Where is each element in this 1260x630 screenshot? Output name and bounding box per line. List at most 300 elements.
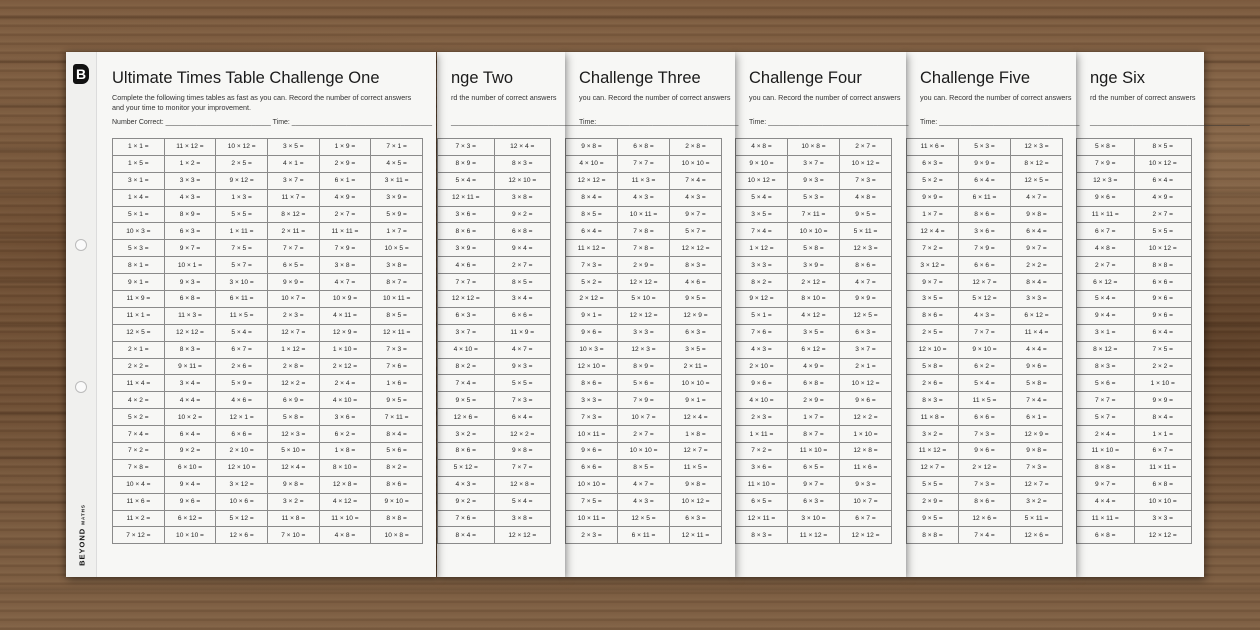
table-row — [566, 476, 722, 493]
question-cell: 7 × 4 = — [736, 223, 788, 240]
question-cell: 4 × 1 = — [267, 155, 319, 172]
question-cell: 9 × 5 = — [670, 291, 722, 308]
table-row — [438, 358, 551, 375]
table-row — [113, 375, 423, 392]
question-cell: 3 × 5 = — [670, 341, 722, 358]
question-cell: 12 × 11 = — [670, 527, 722, 544]
question-cell: 9 × 9 = — [959, 155, 1011, 172]
question-cell: 12 × 7 = — [1011, 476, 1063, 493]
question-cell: 11 × 12 = — [566, 240, 618, 257]
table-row — [113, 223, 423, 240]
question-cell: 6 × 6 = — [216, 426, 268, 443]
question-cell: 4 × 8 = — [840, 189, 892, 206]
question-cell: 12 × 12 = — [1134, 527, 1192, 544]
question-cell: 7 × 2 = — [907, 240, 959, 257]
table-row — [736, 493, 892, 510]
question-cell: 12 × 6 = — [1011, 527, 1063, 544]
question-cell: 5 × 1 = — [736, 307, 788, 324]
question-cell: 7 × 2 = — [113, 443, 165, 460]
instructions: rd the number of correct answers — [451, 93, 557, 102]
question-cell: 4 × 2 = — [113, 392, 165, 409]
question-cell: 5 × 6 = — [371, 443, 423, 460]
question-cell: 4 × 8 = — [736, 139, 788, 156]
question-cell: 9 × 8 = — [566, 139, 618, 156]
table-row — [1077, 459, 1192, 476]
question-cell: 2 × 4 = — [1077, 426, 1135, 443]
question-cell: 4 × 6 = — [670, 274, 722, 291]
question-cell: 10 × 10 = — [618, 443, 670, 460]
question-cell: 5 × 6 = — [618, 375, 670, 392]
table-row — [1077, 172, 1192, 189]
question-cell: 6 × 11 = — [618, 527, 670, 544]
question-cell: 9 × 6 = — [566, 443, 618, 460]
question-cell: 9 × 5 = — [438, 392, 495, 409]
question-cell: 1 × 9 = — [319, 139, 371, 156]
table-row — [1077, 155, 1192, 172]
question-cell: 4 × 10 = — [566, 155, 618, 172]
question-cell: 7 × 6 = — [736, 324, 788, 341]
question-cell: 10 × 8 = — [788, 139, 840, 156]
worksheet-five — [906, 52, 1080, 577]
question-cell: 1 × 1 = — [1134, 426, 1192, 443]
question-cell: 3 × 11 = — [371, 172, 423, 189]
table-row — [566, 392, 722, 409]
question-cell: 4 × 6 = — [438, 257, 495, 274]
question-cell: 12 × 4 = — [670, 409, 722, 426]
table-row — [438, 206, 551, 223]
table-row — [566, 493, 722, 510]
question-cell: 7 × 8 = — [618, 240, 670, 257]
table-row — [438, 307, 551, 324]
question-cell: 3 × 9 = — [788, 257, 840, 274]
question-cell: 4 × 3 = — [164, 189, 216, 206]
question-cell: 5 × 8 = — [1011, 375, 1063, 392]
table-row — [438, 443, 551, 460]
question-cell: 4 × 9 = — [319, 189, 371, 206]
question-cell: 9 × 2 = — [494, 206, 551, 223]
table-row — [736, 409, 892, 426]
question-cell: 6 × 5 = — [267, 257, 319, 274]
question-cell: 2 × 2 = — [1011, 257, 1063, 274]
question-cell: 12 × 9 = — [1011, 426, 1063, 443]
question-cell: 5 × 8 = — [788, 240, 840, 257]
question-cell: 9 × 5 = — [907, 510, 959, 527]
question-cell: 12 × 5 = — [618, 510, 670, 527]
worksheet-title: nge Two — [451, 69, 514, 87]
question-cell: 1 × 3 = — [216, 189, 268, 206]
table-row — [566, 307, 722, 324]
table-row — [113, 324, 423, 341]
table-row — [438, 392, 551, 409]
question-cell: 9 × 12 = — [736, 291, 788, 308]
question-cell: 4 × 10 = — [319, 392, 371, 409]
table-row — [566, 291, 722, 308]
question-cell: 1 × 12 = — [736, 240, 788, 257]
question-cell: 2 × 12 = — [566, 291, 618, 308]
question-cell: 1 × 10 = — [840, 426, 892, 443]
question-cell: 2 × 6 = — [216, 358, 268, 375]
question-cell: 5 × 7 = — [216, 257, 268, 274]
question-cell: 10 × 10 = — [788, 223, 840, 240]
worksheet-title: Challenge Three — [579, 69, 701, 87]
question-cell: 9 × 6 = — [736, 375, 788, 392]
question-cell: 10 × 11 = — [371, 291, 423, 308]
table-row — [566, 341, 722, 358]
question-cell: 3 × 7 = — [840, 341, 892, 358]
question-cell: 6 × 7 = — [840, 510, 892, 527]
punch-hole-icon — [75, 381, 87, 393]
question-cell: 12 × 11 = — [438, 189, 495, 206]
question-cell: 1 × 2 = — [164, 155, 216, 172]
table-row — [907, 139, 1063, 156]
question-cell: 12 × 2 = — [494, 426, 551, 443]
question-cell: 1 × 8 = — [670, 426, 722, 443]
question-cell: 12 × 3 = — [618, 341, 670, 358]
question-cell: 12 × 10 = — [216, 459, 268, 476]
table-row — [566, 223, 722, 240]
question-cell: 2 × 8 = — [267, 358, 319, 375]
question-cell: 10 × 10 = — [670, 155, 722, 172]
question-cell: 3 × 4 = — [494, 291, 551, 308]
question-cell: 7 × 4 = — [438, 375, 495, 392]
question-cell: 3 × 8 = — [494, 189, 551, 206]
question-cell: 10 × 7 = — [840, 493, 892, 510]
question-cell: 6 × 4 = — [1134, 172, 1192, 189]
table-row — [1077, 240, 1192, 257]
instructions-line-1: Complete the following times tables as fast as you can. Record the number of correct answers — [112, 93, 412, 102]
question-cell: 8 × 4 = — [438, 527, 495, 544]
question-cell: 8 × 8 = — [371, 510, 423, 527]
question-cell: 9 × 9 = — [840, 291, 892, 308]
time-field: Time: ____________________________________ — [920, 119, 1080, 126]
question-cell: 9 × 8 = — [1011, 206, 1063, 223]
table-row — [566, 510, 722, 527]
question-cell: 9 × 3 = — [788, 172, 840, 189]
table-row — [1077, 510, 1192, 527]
table-row — [566, 324, 722, 341]
question-cell: 6 × 3 = — [788, 493, 840, 510]
question-cell: 2 × 3 = — [736, 409, 788, 426]
question-cell: 11 × 9 = — [113, 291, 165, 308]
question-cell: 12 × 7 = — [907, 459, 959, 476]
question-cell: 6 × 3 = — [670, 324, 722, 341]
question-cell: 7 × 7 = — [1077, 392, 1135, 409]
question-cell: 1 × 5 = — [113, 155, 165, 172]
question-cell: 7 × 11 = — [371, 409, 423, 426]
question-cell: 5 × 3 = — [113, 240, 165, 257]
table-row — [1077, 527, 1192, 544]
table-row — [736, 206, 892, 223]
question-cell: 10 × 12 = — [736, 172, 788, 189]
table-row — [438, 510, 551, 527]
table-row — [736, 240, 892, 257]
number-correct-field: Number Correct: ___________________________ — [112, 119, 271, 126]
question-cell: 9 × 3 = — [840, 476, 892, 493]
question-cell: 12 × 11 = — [736, 510, 788, 527]
table-row — [566, 375, 722, 392]
table-row — [113, 527, 423, 544]
question-cell: 9 × 8 = — [267, 476, 319, 493]
question-cell: 11 × 10 = — [788, 443, 840, 460]
question-cell: 7 × 10 = — [267, 527, 319, 544]
table-row — [736, 223, 892, 240]
question-cell: 3 × 6 = — [959, 223, 1011, 240]
question-cell: 11 × 12 = — [164, 139, 216, 156]
question-cell: 1 × 10 = — [319, 341, 371, 358]
question-cell: 4 × 10 = — [438, 341, 495, 358]
question-cell: 9 × 5 = — [840, 206, 892, 223]
question-cell: 3 × 12 = — [907, 257, 959, 274]
table-row — [736, 257, 892, 274]
question-cell: 6 × 5 = — [788, 459, 840, 476]
question-cell: 3 × 2 = — [267, 493, 319, 510]
question-cell: 4 × 4 = — [1011, 341, 1063, 358]
table-row — [113, 291, 423, 308]
question-cell: 2 × 7 = — [1134, 206, 1192, 223]
question-cell: 4 × 3 = — [736, 341, 788, 358]
question-cell: 5 × 4 = — [494, 493, 551, 510]
question-cell: 11 × 4 = — [113, 375, 165, 392]
question-cell: 12 × 9 = — [670, 307, 722, 324]
score-fields — [112, 119, 432, 126]
table-row — [113, 510, 423, 527]
question-cell: 8 × 8 = — [907, 527, 959, 544]
times-table-grid — [1076, 138, 1192, 544]
question-cell: 8 × 5 = — [618, 459, 670, 476]
question-cell: 12 × 6 = — [959, 510, 1011, 527]
question-cell: 10 × 12 = — [1134, 240, 1192, 257]
table-row — [438, 409, 551, 426]
question-cell: 9 × 8 = — [670, 476, 722, 493]
question-cell: 5 × 3 = — [959, 139, 1011, 156]
question-cell: 5 × 3 = — [788, 189, 840, 206]
question-cell: 6 × 4 = — [494, 409, 551, 426]
table-row — [736, 189, 892, 206]
time-field: _________________________________________ — [451, 119, 611, 126]
table-row — [907, 189, 1063, 206]
question-cell: 3 × 7 = — [438, 324, 495, 341]
question-cell: 11 × 6 = — [840, 459, 892, 476]
question-cell: 9 × 7 = — [788, 476, 840, 493]
question-cell: 2 × 9 = — [907, 493, 959, 510]
question-cell: 12 × 5 = — [1011, 172, 1063, 189]
question-cell: 12 × 7 = — [670, 443, 722, 460]
question-cell: 6 × 4 = — [959, 172, 1011, 189]
table-row — [736, 392, 892, 409]
question-cell: 12 × 12 = — [566, 172, 618, 189]
question-cell: 4 × 5 = — [371, 155, 423, 172]
table-row — [907, 493, 1063, 510]
table-row — [438, 240, 551, 257]
question-cell: 4 × 9 = — [1134, 189, 1192, 206]
question-cell: 6 × 3 = — [438, 307, 495, 324]
table-row — [113, 274, 423, 291]
question-cell: 2 × 7 = — [1077, 257, 1135, 274]
table-row — [566, 426, 722, 443]
worksheet-title: Challenge Four — [749, 69, 862, 87]
table-row — [113, 493, 423, 510]
question-cell: 8 × 3 = — [670, 257, 722, 274]
worksheet-four — [735, 52, 909, 577]
question-cell: 10 × 6 = — [216, 493, 268, 510]
question-cell: 8 × 4 = — [371, 426, 423, 443]
question-cell: 5 × 2 = — [566, 274, 618, 291]
question-cell: 7 × 5 = — [566, 493, 618, 510]
table-row — [907, 510, 1063, 527]
question-cell: 3 × 10 = — [788, 510, 840, 527]
question-cell: 12 × 11 = — [371, 324, 423, 341]
table-row — [566, 409, 722, 426]
question-cell: 10 × 3 = — [113, 223, 165, 240]
question-cell: 11 × 12 = — [788, 527, 840, 544]
question-cell: 6 × 5 = — [736, 493, 788, 510]
question-cell: 11 × 7 = — [267, 189, 319, 206]
question-cell: 12 × 4 = — [907, 223, 959, 240]
question-cell: 1 × 1 = — [113, 139, 165, 156]
question-cell: 10 × 7 = — [618, 409, 670, 426]
question-cell: 7 × 7 = — [959, 324, 1011, 341]
question-cell: 11 × 1 = — [113, 307, 165, 324]
question-cell: 6 × 8 = — [1134, 476, 1192, 493]
question-cell: 10 × 10 = — [164, 527, 216, 544]
question-cell: 10 × 12 = — [840, 155, 892, 172]
table-row — [907, 358, 1063, 375]
table-row — [736, 426, 892, 443]
question-cell: 7 × 5 = — [216, 240, 268, 257]
question-cell: 7 × 6 = — [438, 510, 495, 527]
question-cell: 4 × 7 = — [840, 274, 892, 291]
brand-sub: MATHS — [80, 503, 86, 525]
question-cell: 11 × 11 = — [319, 223, 371, 240]
question-cell: 12 × 6 = — [216, 527, 268, 544]
question-cell: 11 × 8 = — [907, 409, 959, 426]
question-cell: 4 × 12 = — [319, 493, 371, 510]
question-cell: 2 × 6 = — [907, 375, 959, 392]
table-row — [438, 459, 551, 476]
table-row — [1077, 206, 1192, 223]
question-cell: 11 × 12 = — [907, 443, 959, 460]
question-cell: 5 × 12 = — [959, 291, 1011, 308]
question-cell: 4 × 3 = — [959, 307, 1011, 324]
question-cell: 8 × 6 = — [959, 206, 1011, 223]
question-cell: 2 × 5 = — [216, 155, 268, 172]
question-cell: 10 × 5 = — [371, 240, 423, 257]
question-cell: 4 × 8 = — [319, 527, 371, 544]
question-cell: 4 × 12 = — [788, 307, 840, 324]
question-cell: 11 × 6 = — [113, 493, 165, 510]
table-row — [736, 172, 892, 189]
question-cell: 3 × 2 = — [907, 426, 959, 443]
question-cell: 10 × 10 = — [1134, 493, 1192, 510]
question-cell: 12 × 12 = — [438, 291, 495, 308]
question-cell: 8 × 3 = — [907, 392, 959, 409]
question-cell: 12 × 3 = — [1011, 139, 1063, 156]
question-cell: 8 × 12 = — [1011, 155, 1063, 172]
question-cell: 2 × 7 = — [319, 206, 371, 223]
question-cell: 8 × 12 = — [1077, 341, 1135, 358]
question-cell: 12 × 8 = — [319, 476, 371, 493]
question-cell: 8 × 7 = — [371, 274, 423, 291]
table-row — [566, 139, 722, 156]
worksheet-title: Ultimate Times Table Challenge One — [112, 69, 380, 87]
table-row — [907, 324, 1063, 341]
question-cell: 5 × 9 = — [371, 206, 423, 223]
question-cell: 1 × 4 = — [113, 189, 165, 206]
instructions — [112, 93, 411, 113]
question-cell: 12 × 2 = — [267, 375, 319, 392]
table-row — [736, 341, 892, 358]
question-cell: 6 × 7 = — [1077, 223, 1135, 240]
table-row — [736, 324, 892, 341]
question-cell: 9 × 12 = — [216, 172, 268, 189]
question-cell: 6 × 2 = — [319, 426, 371, 443]
question-cell: 11 × 11 = — [1077, 206, 1135, 223]
question-cell: 12 × 3 = — [840, 240, 892, 257]
table-row — [113, 341, 423, 358]
question-cell: 6 × 6 = — [494, 307, 551, 324]
question-cell: 10 × 4 = — [113, 476, 165, 493]
table-row — [438, 139, 551, 156]
table-row — [907, 527, 1063, 544]
times-table-grid — [112, 138, 423, 544]
question-cell: 8 × 6 = — [907, 307, 959, 324]
question-cell: 8 × 10 = — [319, 459, 371, 476]
question-cell: 3 × 5 = — [907, 291, 959, 308]
table-row — [907, 375, 1063, 392]
table-row — [736, 139, 892, 156]
question-cell: 12 × 7 = — [267, 324, 319, 341]
question-cell: 8 × 8 = — [1134, 257, 1192, 274]
question-cell: 3 × 3 = — [164, 172, 216, 189]
question-cell: 4 × 6 = — [216, 392, 268, 409]
question-cell: 7 × 3 = — [959, 426, 1011, 443]
table-row — [1077, 392, 1192, 409]
time-field: _________________________________________ — [1090, 119, 1250, 126]
table-row — [566, 358, 722, 375]
question-cell: 5 × 6 = — [1077, 375, 1135, 392]
question-cell: 7 × 5 = — [1134, 341, 1192, 358]
question-cell: 9 × 6 = — [164, 493, 216, 510]
question-cell: 7 × 8 = — [618, 223, 670, 240]
question-cell: 8 × 6 = — [959, 493, 1011, 510]
times-table-grid — [437, 138, 551, 544]
question-cell: 1 × 11 = — [736, 426, 788, 443]
question-cell: 10 × 12 = — [1134, 155, 1192, 172]
table-row — [736, 155, 892, 172]
question-cell: 1 × 11 = — [216, 223, 268, 240]
question-cell: 12 × 4 = — [267, 459, 319, 476]
table-row — [438, 291, 551, 308]
table-row — [566, 240, 722, 257]
question-cell: 1 × 12 = — [267, 341, 319, 358]
question-cell: 3 × 2 = — [1011, 493, 1063, 510]
table-row — [736, 527, 892, 544]
question-cell: 6 × 12 = — [1011, 307, 1063, 324]
question-cell: 3 × 3 = — [618, 324, 670, 341]
question-cell: 3 × 8 = — [494, 510, 551, 527]
question-cell: 8 × 4 = — [1134, 409, 1192, 426]
question-cell: 12 × 12 = — [164, 324, 216, 341]
question-cell: 6 × 8 = — [1077, 527, 1135, 544]
question-cell: 6 × 8 = — [788, 375, 840, 392]
table-row — [736, 375, 892, 392]
question-cell: 11 × 5 = — [670, 459, 722, 476]
question-cell: 9 × 2 = — [164, 443, 216, 460]
question-cell: 9 × 1 = — [113, 274, 165, 291]
question-cell: 6 × 1 = — [1011, 409, 1063, 426]
question-cell: 2 × 5 = — [907, 324, 959, 341]
question-cell: 3 × 12 = — [216, 476, 268, 493]
